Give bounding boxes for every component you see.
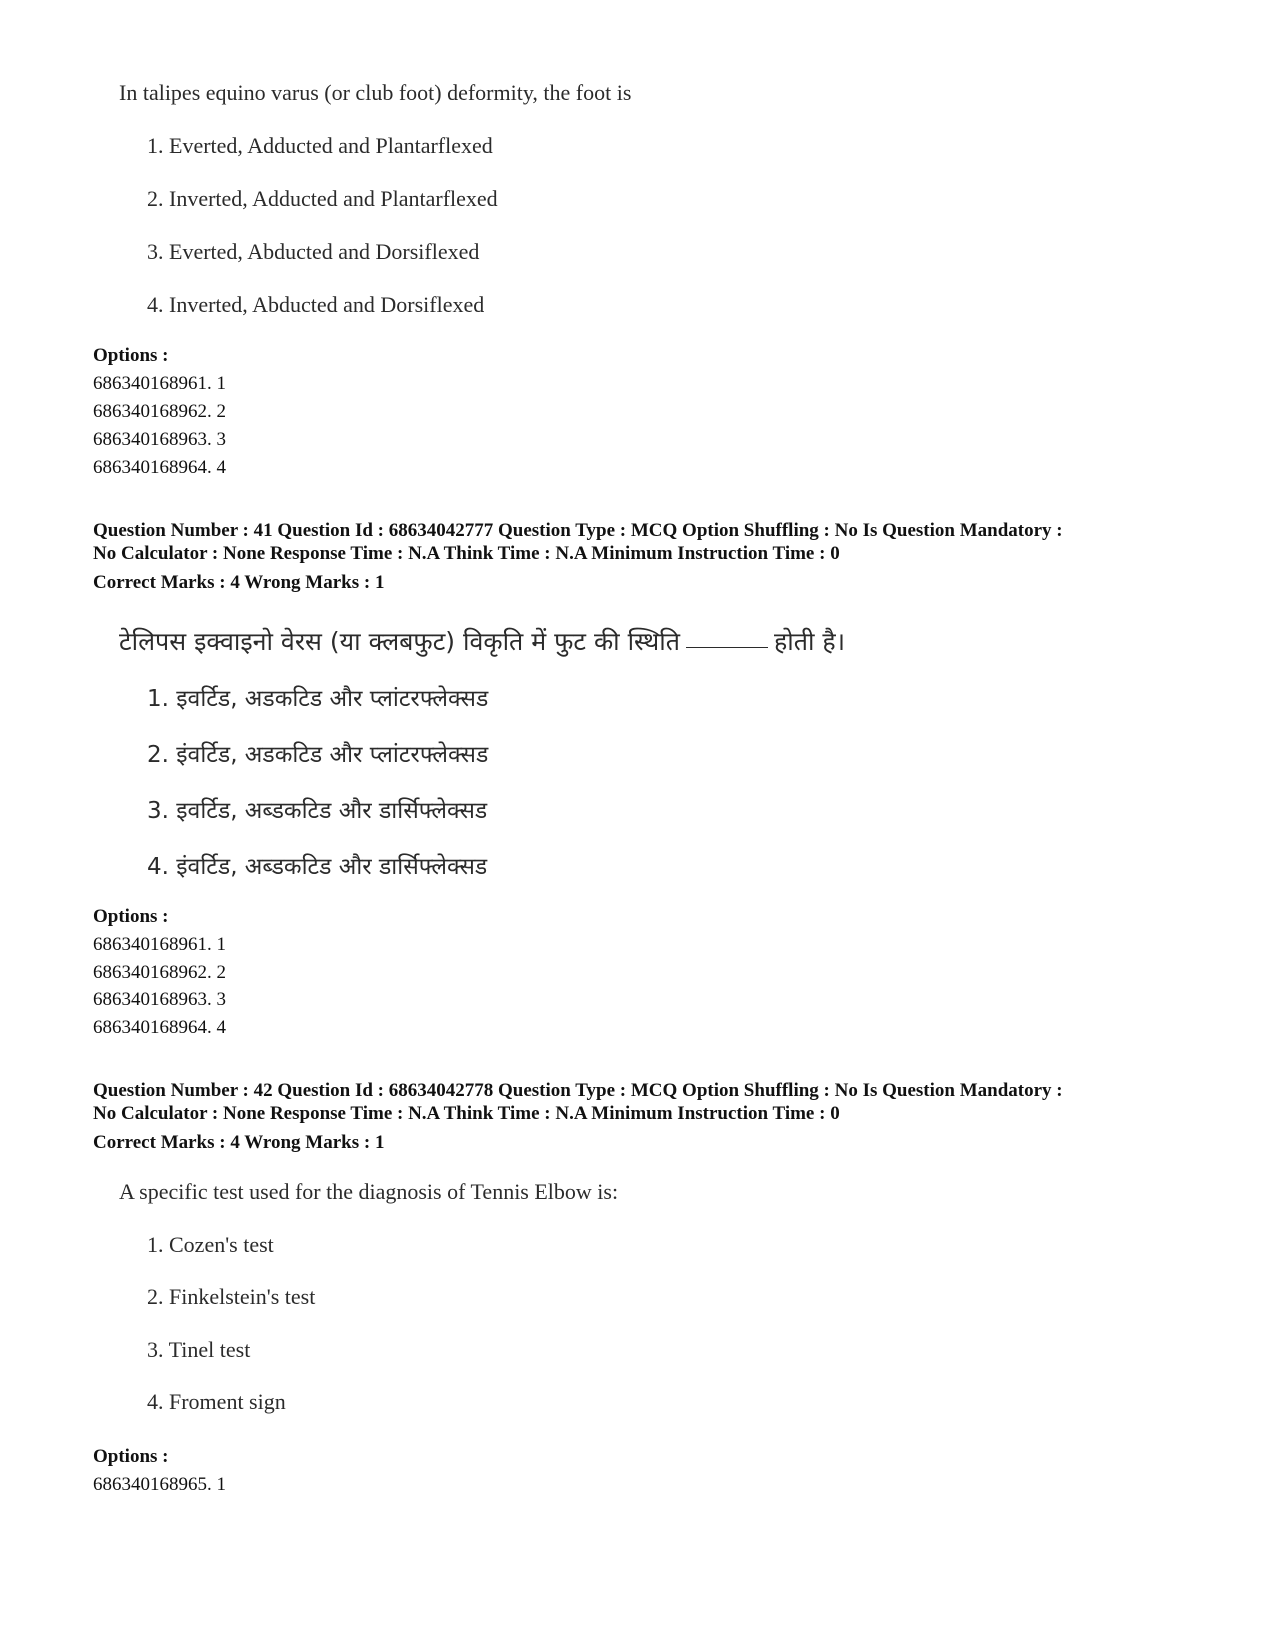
answer-choice-3: 3. Tinel test xyxy=(147,1337,251,1362)
answer-choice-3: 3. इवर्टिड, अब्डकटिड और डार्सिफ्लेक्सड xyxy=(147,798,488,824)
stem-text-after-blank: होती है। xyxy=(773,627,846,656)
answer-choice-2: 2. इंवर्टिड, अडकटिड और प्लांटरफ्लेक्सड xyxy=(147,742,489,768)
options-label: Options : xyxy=(93,906,169,927)
answer-choice-4: 4. Froment sign xyxy=(147,1389,286,1414)
question-stem: A specific test used for the diagnosis of Tennis Elbow is: xyxy=(119,1179,619,1204)
answer-choice-1: 1. Everted, Adducted and Plantarflexed xyxy=(147,133,493,158)
question-stem xyxy=(119,624,845,658)
option-id-4: 686340168964. 4 xyxy=(93,1017,226,1038)
option-id-1: 686340168961. 1 xyxy=(93,934,226,955)
option-id-2: 686340168962. 2 xyxy=(93,401,226,422)
question-meta-line-1: Question Number : 42 Question Id : 68634042778 Question Type : MCQ Option Shuffling : No Is Question Mandatory : xyxy=(93,1080,1063,1101)
answer-choice-4: 4. Inverted, Abducted and Dorsiflexed xyxy=(147,292,485,317)
answer-choice-2: 2. Inverted, Adducted and Plantarflexed xyxy=(147,186,498,211)
question-marks: Correct Marks : 4 Wrong Marks : 1 xyxy=(93,572,385,593)
answer-choice-4: 4. इंवर्टिड, अब्डकटिड और डार्सिफ्लेक्सड xyxy=(147,854,488,880)
answer-choice-1: 1. इवर्टिड, अडकटिड और प्लांटरफ्लेक्सड xyxy=(147,686,489,712)
answer-choice-2: 2. Finkelstein's test xyxy=(147,1284,316,1309)
question-meta-line-1: Question Number : 41 Question Id : 68634042777 Question Type : MCQ Option Shuffling : No Is Question Mandatory : xyxy=(93,520,1063,541)
options-label: Options : xyxy=(93,1446,169,1467)
option-id-1: 686340168965. 1 xyxy=(93,1474,226,1495)
option-id-3: 686340168963. 3 xyxy=(93,429,226,450)
option-id-4: 686340168964. 4 xyxy=(93,457,226,478)
question-stem: In talipes equino varus (or club foot) deformity, the foot is xyxy=(119,80,632,105)
stem-text-before-blank: टेलिपस इक्वाइनो वेरस (या क्लबफुट) विकृति में फुट की स्थिति xyxy=(119,627,680,656)
option-id-1: 686340168961. 1 xyxy=(93,373,226,394)
answer-choice-3: 3. Everted, Abducted and Dorsiflexed xyxy=(147,239,480,264)
question-meta-line-2: No Calculator : None Response Time : N.A Think Time : N.A Minimum Instruction Time : 0 xyxy=(93,543,840,564)
fill-in-blank xyxy=(686,647,768,648)
options-label: Options : xyxy=(93,345,169,366)
option-id-3: 686340168963. 3 xyxy=(93,989,226,1010)
question-marks: Correct Marks : 4 Wrong Marks : 1 xyxy=(93,1132,385,1153)
answer-choice-1: 1. Cozen's test xyxy=(147,1232,274,1257)
option-id-2: 686340168962. 2 xyxy=(93,962,226,983)
question-meta-line-2: No Calculator : None Response Time : N.A Think Time : N.A Minimum Instruction Time : 0 xyxy=(93,1103,840,1124)
